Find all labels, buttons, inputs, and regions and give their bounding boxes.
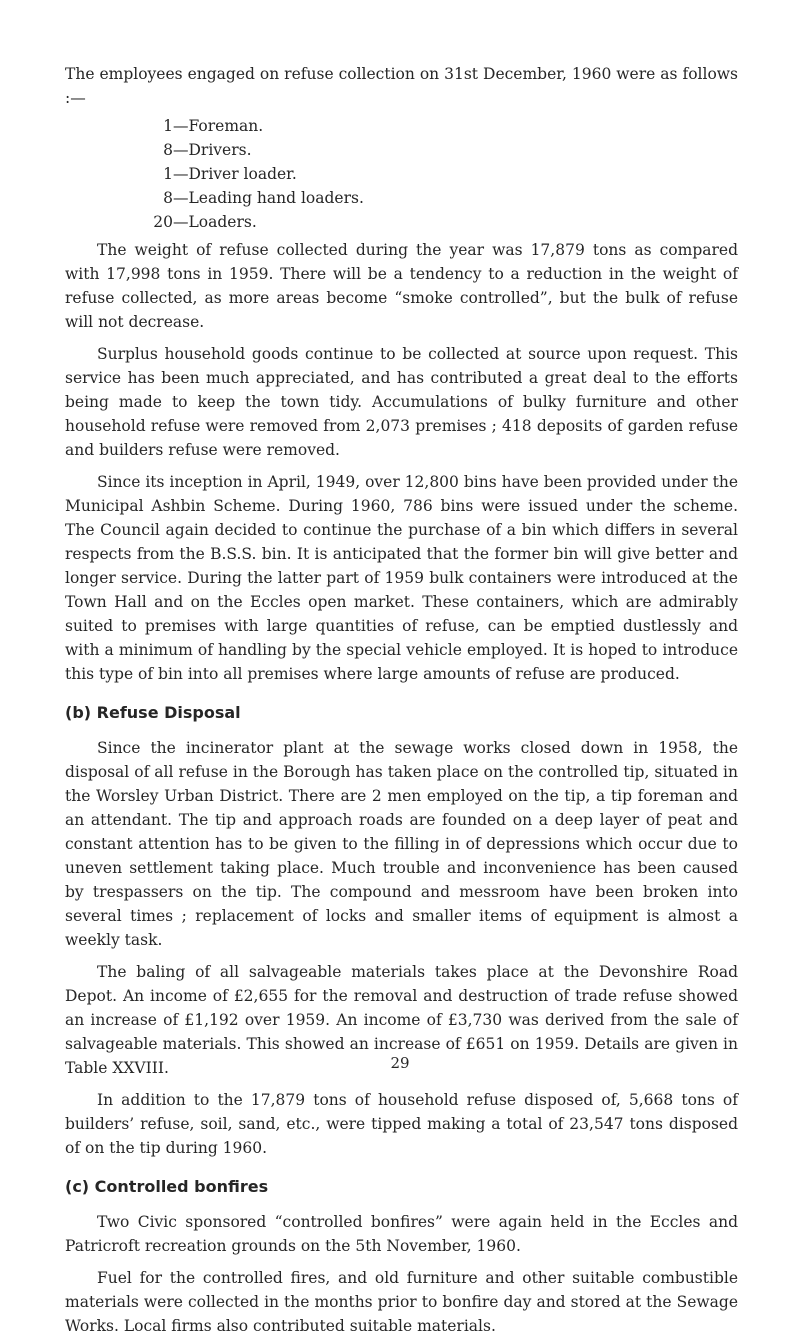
paragraph-ashbin-scheme: Since its inception in April, 1949, over 12,800 bins have been provided under the Municipal Ashbin Scheme. During 1960, 786 bins were issued under the scheme. The Council again decided to continue the purchase of a bin which differs in several respects from the B.S.S. bin. It is anticipated that the former bin will give better and longer service. During the latter part of 1959 bulk containers were introduced at the Town Hall and on the Eccles open market. These containers, which are admirably suited to premises with large quantities of refuse, can be emptied dustlessly and with a minimum of handling by the special vehicle employed. It is hoped to introduce this type of bin into all premises where large amounts of refuse are produced. [65, 473, 738, 683]
page-number: 29 [390, 1054, 410, 1072]
paragraph-refuse-weight: The weight of refuse collected during the year was 17,879 tons as compared with 17,998 tons in 1959. There will be a tendency to a reduction in the weight of refuse collected, as more areas become “smoke controlled”, but the bulk of refuse will not decrease. [65, 241, 738, 331]
staff-item: 1 —Foreman. [163, 117, 264, 135]
staff-item: 8 —Leading hand loaders. [163, 189, 364, 207]
section-heading-refuse-disposal: (b) Refuse Disposal [65, 703, 241, 722]
staff-item: 1 —Driver loader. [163, 165, 297, 183]
paragraph-bonfires: Two Civic sponsored “controlled bonfires” were again held in the Eccles and Patricroft recreation grounds on the 5th November, 1960. [65, 1213, 738, 1255]
staff-item: 20 —Loaders. [153, 213, 257, 231]
section-heading-controlled-bonfires: (c) Controlled bonfires [65, 1177, 269, 1196]
intro-paragraph: The employees engaged on refuse collection on 31st December, 1960 were as follows :— [65, 65, 738, 107]
staff-list [65, 114, 738, 234]
paragraph-salvage-income: The baling of all salvageable materials takes place at the Devonshire Road Depot. An income of £2,655 for the removal and destruction of trade refuse showed an increase of £1,192 over 1959. An income of £3,730 was derived from the sale of salvageable materials. This showed an increase of £651 on 1959. Details are given in Table XXVIII. [65, 963, 738, 1077]
paragraph-fuel: Fuel for the controlled fires, and old furniture and other suitable combustible materials were collected in the months prior to bonfire day and stored at the Sewage Works. Local firms also contributed suitable materials. [65, 1269, 738, 1335]
staff-item: 8 —Drivers. [163, 141, 252, 159]
paragraph-builders-refuse: In addition to the 17,879 tons of household refuse disposed of, 5,668 tons of builders’ refuse, soil, sand, etc., were tipped making a total of 23,547 tons disposed of on the tip during 1960. [65, 1091, 738, 1157]
paragraph-controlled-tip: Since the incinerator plant at the sewage works closed down in 1958, the disposal of all refuse in the Borough has taken place on the controlled tip, situated in the Worsley Urban District. There are 2 men employed on the tip, a tip foreman and an attendant. The tip and approach roads are founded on a deep layer of peat and constant attention has to be given to the filling in of depressions which occur due to uneven settlement taking place. Much trouble and inconvenience has been caused by trespassers on the tip. The compound and messroom have been broken into several times ; replacement of locks and smaller items of equipment is almost a weekly task. [65, 739, 738, 949]
paragraph-surplus-goods: Surplus household goods continue to be collected at source upon request. This service has been much appreciated, and has contributed a great deal to the efforts being made to keep the town tidy. Accumulations of bulky furniture and other household refuse were removed from 2,073 premises ; 418 deposits of garden refuse and builders refuse were removed. [65, 345, 738, 459]
